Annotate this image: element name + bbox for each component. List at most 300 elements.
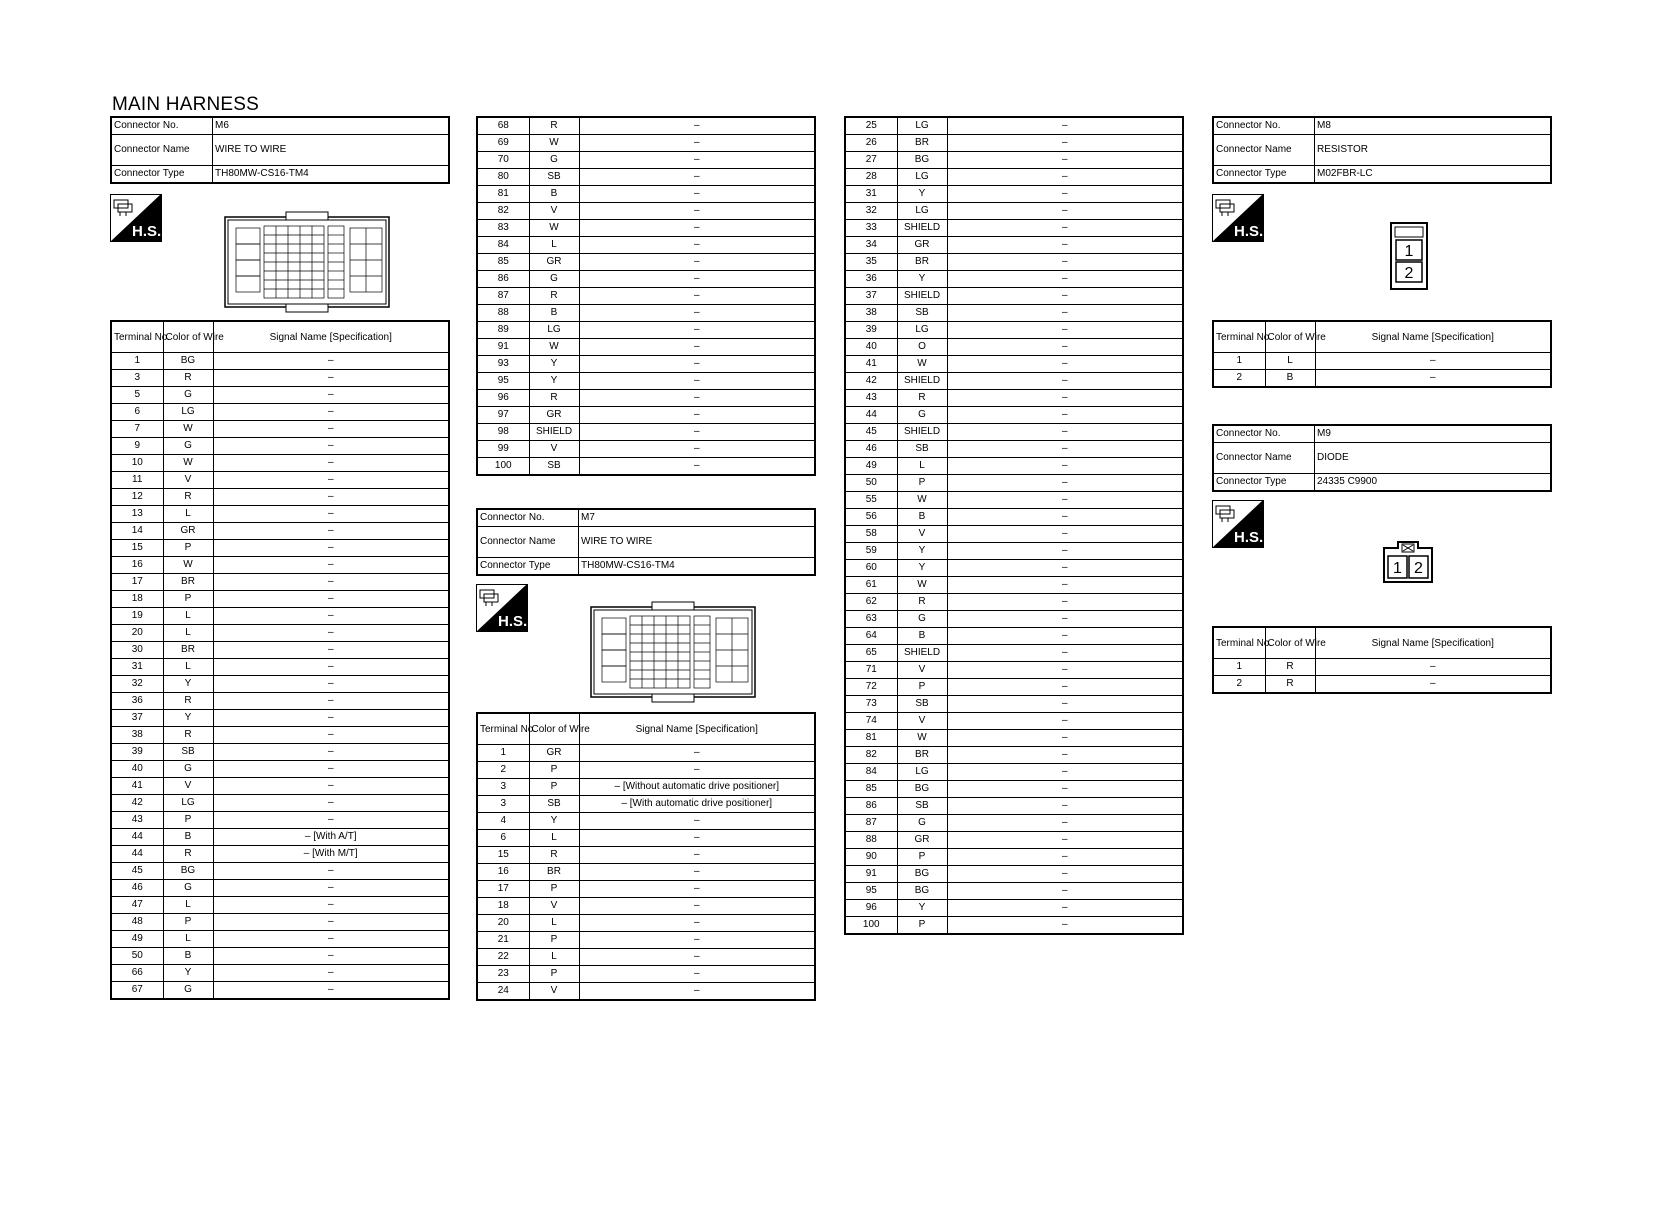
signal-name-cell: – xyxy=(579,254,815,271)
signal-name-cell: – xyxy=(213,574,449,591)
signal-name-cell: – xyxy=(947,186,1183,203)
table-row xyxy=(477,117,815,135)
connector-m7-info xyxy=(476,508,816,576)
color-of-wire-header: Color of Wire xyxy=(529,713,579,745)
terminal-no-cell: 28 xyxy=(845,169,897,186)
wire-color-cell: V xyxy=(529,898,579,915)
terminal-no-cell: 37 xyxy=(111,710,163,727)
wire-color-cell: GR xyxy=(529,745,579,762)
table-row xyxy=(845,117,1183,135)
table-row xyxy=(477,186,815,203)
signal-name-cell: – xyxy=(579,152,815,169)
connector-type-label: Connector Type xyxy=(111,166,213,184)
connector-no-value: M8 xyxy=(1315,117,1552,135)
signal-name-cell: – xyxy=(947,458,1183,475)
terminal-no-cell: 83 xyxy=(477,220,529,237)
wire-color-cell: P xyxy=(529,762,579,779)
table-row xyxy=(111,812,449,829)
table-row xyxy=(111,863,449,880)
table-row xyxy=(845,900,1183,917)
signal-name-cell: – xyxy=(579,830,815,847)
terminal-no-cell: 88 xyxy=(477,305,529,322)
signal-name-cell: – xyxy=(947,441,1183,458)
table-row xyxy=(477,915,815,932)
svg-text:1: 1 xyxy=(1404,243,1414,260)
connector-type-value: TH80MW-CS16-TM4 xyxy=(213,166,450,184)
table-row xyxy=(845,849,1183,866)
wire-color-cell: W xyxy=(529,220,579,237)
wire-color-cell: LG xyxy=(529,322,579,339)
table-row xyxy=(845,662,1183,679)
table-row xyxy=(477,220,815,237)
signal-name-cell: – xyxy=(947,611,1183,628)
wire-color-cell: L xyxy=(529,830,579,847)
wire-color-cell: W xyxy=(897,577,947,594)
signal-name-cell: – xyxy=(213,744,449,761)
wire-color-cell: R xyxy=(529,847,579,864)
wire-color-cell: SB xyxy=(529,796,579,813)
wire-color-cell: G xyxy=(529,271,579,288)
terminal-no-cell: 5 xyxy=(111,387,163,404)
connector-m8-terminal-table xyxy=(1212,320,1552,388)
svg-text:H.S.: H.S. xyxy=(1234,223,1264,240)
wire-color-cell: R xyxy=(163,489,213,506)
table-row xyxy=(845,339,1183,356)
signal-name-cell: – xyxy=(213,727,449,744)
table-row xyxy=(477,966,815,983)
terminal-no-cell: 34 xyxy=(845,237,897,254)
terminal-no-header: Terminal No. xyxy=(111,321,163,353)
signal-name-cell: – xyxy=(579,847,815,864)
wire-color-cell: B xyxy=(163,948,213,965)
signal-name-cell: – xyxy=(947,169,1183,186)
signal-name-cell: – xyxy=(579,322,815,339)
table-row xyxy=(111,846,449,863)
signal-name-cell: – [With automatic drive positioner] xyxy=(579,796,815,813)
terminal-no-cell: 4 xyxy=(477,813,529,830)
signal-name-cell: – xyxy=(579,220,815,237)
table-row xyxy=(477,407,815,424)
table-row xyxy=(845,509,1183,526)
signal-name-cell: – xyxy=(947,305,1183,322)
terminal-no-cell: 100 xyxy=(477,458,529,476)
table-row xyxy=(845,152,1183,169)
terminal-no-cell: 44 xyxy=(845,407,897,424)
terminal-no-cell: 19 xyxy=(111,608,163,625)
signal-name-cell: – xyxy=(947,764,1183,781)
wire-color-cell: L xyxy=(163,659,213,676)
table-row xyxy=(111,710,449,727)
signal-name-cell: – xyxy=(213,693,449,710)
table-row xyxy=(477,305,815,322)
table-row xyxy=(845,271,1183,288)
signal-name-cell: – xyxy=(947,288,1183,305)
table-row xyxy=(845,866,1183,883)
terminal-no-cell: 32 xyxy=(845,203,897,220)
table-row xyxy=(111,642,449,659)
terminal-no-cell: 41 xyxy=(845,356,897,373)
signal-name-cell: – xyxy=(947,781,1183,798)
wire-color-cell: L xyxy=(1265,353,1315,370)
wire-color-cell: SHIELD xyxy=(897,288,947,305)
wire-color-cell: P xyxy=(897,917,947,935)
terminal-no-cell: 60 xyxy=(845,560,897,577)
signal-name-cell: – xyxy=(947,271,1183,288)
table-row xyxy=(845,458,1183,475)
terminal-no-cell: 87 xyxy=(845,815,897,832)
connector-no-label: Connector No. xyxy=(111,117,213,135)
signal-name-cell: – xyxy=(213,948,449,965)
table-row xyxy=(111,829,449,846)
wire-color-cell: BG xyxy=(897,152,947,169)
connector-name-value: WIRE TO WIRE xyxy=(579,527,816,558)
signal-name-cell: – xyxy=(579,983,815,1001)
svg-text:2: 2 xyxy=(1414,560,1423,577)
signal-name-cell: – [With M/T] xyxy=(213,846,449,863)
table-row xyxy=(477,864,815,881)
terminal-no-cell: 15 xyxy=(111,540,163,557)
signal-name-cell: – xyxy=(579,881,815,898)
wire-color-cell: B xyxy=(529,186,579,203)
signal-name-cell: – xyxy=(947,356,1183,373)
table-row xyxy=(845,254,1183,271)
table-row xyxy=(845,543,1183,560)
table-row xyxy=(845,475,1183,492)
signal-name-cell: – xyxy=(579,186,815,203)
wire-color-cell: L xyxy=(163,897,213,914)
signal-name-cell: – xyxy=(213,761,449,778)
signal-name-cell: – xyxy=(213,387,449,404)
wire-color-cell: SB xyxy=(897,441,947,458)
terminal-no-cell: 31 xyxy=(845,186,897,203)
connector-m9-diagram xyxy=(1378,540,1438,589)
svg-text:2: 2 xyxy=(1404,265,1414,282)
terminal-no-cell: 50 xyxy=(111,948,163,965)
wire-color-cell: GR xyxy=(163,523,213,540)
signal-name-cell: – xyxy=(213,404,449,421)
signal-name-cell: – xyxy=(947,424,1183,441)
terminal-no-cell: 36 xyxy=(111,693,163,710)
table-row xyxy=(845,135,1183,152)
terminal-no-cell: 1 xyxy=(1213,353,1265,370)
terminal-no-cell: 96 xyxy=(845,900,897,917)
svg-text:H.S.: H.S. xyxy=(1234,529,1264,546)
wire-color-cell: P xyxy=(163,540,213,557)
svg-text:H.S.: H.S. xyxy=(132,223,162,240)
terminal-no-cell: 49 xyxy=(111,931,163,948)
wire-color-cell: P xyxy=(529,932,579,949)
signal-name-cell: – xyxy=(213,438,449,455)
terminal-no-cell: 85 xyxy=(845,781,897,798)
table-row xyxy=(845,577,1183,594)
table-row xyxy=(477,169,815,186)
signal-name-cell: – xyxy=(947,730,1183,747)
table-row xyxy=(111,421,449,438)
signal-name-cell: – xyxy=(947,373,1183,390)
table-row xyxy=(845,696,1183,713)
signal-name-cell: – xyxy=(579,949,815,966)
connector-no-value: M7 xyxy=(579,509,816,527)
table-row xyxy=(111,931,449,948)
terminal-no-cell: 3 xyxy=(111,370,163,387)
terminal-no-cell: 91 xyxy=(477,339,529,356)
terminal-no-cell: 95 xyxy=(845,883,897,900)
terminal-no-cell: 39 xyxy=(111,744,163,761)
terminal-no-header: Terminal No. xyxy=(1213,627,1265,659)
wire-color-cell: L xyxy=(163,608,213,625)
signal-name-cell: – xyxy=(947,832,1183,849)
signal-name-cell: – xyxy=(947,815,1183,832)
signal-name-cell: – xyxy=(213,982,449,1000)
signal-name-cell: – xyxy=(579,135,815,152)
wire-color-cell: P xyxy=(163,591,213,608)
wire-color-cell: BR xyxy=(897,135,947,152)
terminal-no-cell: 91 xyxy=(845,866,897,883)
table-row xyxy=(477,271,815,288)
signal-name-cell: – xyxy=(947,135,1183,152)
table-row xyxy=(845,628,1183,645)
signal-name-cell: – xyxy=(213,523,449,540)
terminal-no-cell: 32 xyxy=(111,676,163,693)
wire-color-cell: B xyxy=(163,829,213,846)
terminal-no-cell: 20 xyxy=(477,915,529,932)
wire-color-cell: W xyxy=(529,339,579,356)
table-row xyxy=(111,574,449,591)
connector-type-value: TH80MW-CS16-TM4 xyxy=(579,558,816,576)
wire-color-cell: G xyxy=(529,152,579,169)
signal-name-cell: – xyxy=(947,594,1183,611)
table-row xyxy=(845,322,1183,339)
signal-name-cell: – xyxy=(947,917,1183,935)
signal-name-cell: – xyxy=(947,679,1183,696)
signal-name-cell: – xyxy=(947,577,1183,594)
table-row xyxy=(845,373,1183,390)
table-row xyxy=(845,832,1183,849)
table-row xyxy=(477,237,815,254)
table-row xyxy=(111,744,449,761)
signal-name-cell: – xyxy=(213,897,449,914)
signal-name-cell: – xyxy=(579,237,815,254)
signal-name-cell: – xyxy=(947,407,1183,424)
connector-name-value: WIRE TO WIRE xyxy=(213,135,450,166)
table-row xyxy=(111,455,449,472)
terminal-no-cell: 46 xyxy=(111,880,163,897)
signal-name-cell: – xyxy=(579,305,815,322)
terminal-no-cell: 1 xyxy=(477,745,529,762)
wire-color-cell: GR xyxy=(529,407,579,424)
signal-name-cell: – xyxy=(213,557,449,574)
connector-no-value: M9 xyxy=(1315,425,1552,443)
terminal-no-cell: 68 xyxy=(477,117,529,135)
terminal-no-header: Terminal No. xyxy=(477,713,529,745)
signal-name-cell: – xyxy=(213,489,449,506)
svg-text:1: 1 xyxy=(1393,560,1402,577)
connector-type-label: Connector Type xyxy=(477,558,579,576)
table-row xyxy=(845,560,1183,577)
signal-name-cell: – xyxy=(1315,659,1551,676)
wire-color-cell: LG xyxy=(897,117,947,135)
connector-name-label: Connector Name xyxy=(1213,443,1315,474)
wire-color-cell: O xyxy=(897,339,947,356)
table-row xyxy=(845,594,1183,611)
terminal-no-cell: 70 xyxy=(477,152,529,169)
wire-color-cell: W xyxy=(897,356,947,373)
wire-color-cell: P xyxy=(529,779,579,796)
signal-name-cell: – xyxy=(947,747,1183,764)
table-row xyxy=(477,135,815,152)
wire-color-cell: P xyxy=(529,881,579,898)
terminal-no-cell: 39 xyxy=(845,322,897,339)
signal-name-cell: – xyxy=(579,932,815,949)
wire-color-cell: L xyxy=(529,949,579,966)
signal-name-cell: – xyxy=(213,863,449,880)
terminal-no-cell: 86 xyxy=(477,271,529,288)
terminal-no-cell: 67 xyxy=(111,982,163,1000)
signal-name-cell: – xyxy=(579,288,815,305)
connector-m8-info xyxy=(1212,116,1552,184)
signal-name-cell: – xyxy=(213,795,449,812)
table-row xyxy=(477,152,815,169)
signal-name-cell: – xyxy=(213,591,449,608)
table-row xyxy=(845,815,1183,832)
terminal-no-cell: 3 xyxy=(477,779,529,796)
signal-name-cell: – xyxy=(579,813,815,830)
wire-color-cell: LG xyxy=(897,203,947,220)
wire-color-cell: Y xyxy=(529,813,579,830)
terminal-no-cell: 93 xyxy=(477,356,529,373)
table-row xyxy=(111,404,449,421)
wire-color-cell: LG xyxy=(163,404,213,421)
table-row xyxy=(1213,370,1551,388)
table-row xyxy=(477,745,815,762)
terminal-no-cell: 14 xyxy=(111,523,163,540)
terminal-no-cell: 26 xyxy=(845,135,897,152)
signal-name-cell: – [With A/T] xyxy=(213,829,449,846)
table-row xyxy=(111,676,449,693)
table-row xyxy=(477,203,815,220)
table-row xyxy=(111,795,449,812)
table-row xyxy=(845,169,1183,186)
signal-name-cell: – xyxy=(1315,370,1551,388)
page-title: MAIN HARNESS xyxy=(112,94,260,115)
table-row xyxy=(845,390,1183,407)
terminal-no-cell: 9 xyxy=(111,438,163,455)
table-row xyxy=(111,353,449,370)
wire-color-cell: LG xyxy=(897,764,947,781)
table-row xyxy=(845,203,1183,220)
terminal-no-cell: 45 xyxy=(111,863,163,880)
wire-color-cell: R xyxy=(529,288,579,305)
terminal-no-cell: 37 xyxy=(845,288,897,305)
connector-no-label: Connector No. xyxy=(477,509,579,527)
terminal-no-cell: 46 xyxy=(845,441,897,458)
terminal-no-cell: 43 xyxy=(111,812,163,829)
wire-color-cell: B xyxy=(897,628,947,645)
signal-name-cell: – xyxy=(947,220,1183,237)
wire-color-cell: P xyxy=(163,914,213,931)
hs-icon xyxy=(110,194,162,242)
table-row xyxy=(845,730,1183,747)
signal-name-cell: – xyxy=(947,628,1183,645)
wire-color-cell: LG xyxy=(897,322,947,339)
signal-name-cell: – xyxy=(947,390,1183,407)
table-row xyxy=(477,779,815,796)
terminal-no-cell: 35 xyxy=(845,254,897,271)
terminal-no-cell: 18 xyxy=(111,591,163,608)
wire-color-cell: R xyxy=(163,370,213,387)
signal-name-cell: – xyxy=(947,883,1183,900)
terminal-no-cell: 17 xyxy=(477,881,529,898)
wire-color-cell: SB xyxy=(529,458,579,476)
wire-color-cell: BG xyxy=(163,863,213,880)
signal-name-header: Signal Name [Specification] xyxy=(213,321,449,353)
wire-color-cell: SB xyxy=(897,305,947,322)
wire-color-cell: SB xyxy=(897,798,947,815)
wire-color-cell: Y xyxy=(163,710,213,727)
table-row xyxy=(845,883,1183,900)
signal-name-cell: – xyxy=(579,898,815,915)
terminal-no-cell: 1 xyxy=(111,353,163,370)
signal-name-cell: – xyxy=(1315,353,1551,370)
table-row xyxy=(845,764,1183,781)
terminal-no-cell: 6 xyxy=(111,404,163,421)
terminal-no-cell: 71 xyxy=(845,662,897,679)
terminal-no-cell: 2 xyxy=(477,762,529,779)
table-row xyxy=(477,458,815,476)
wire-color-cell: BR xyxy=(897,747,947,764)
hs-icon xyxy=(1212,500,1264,548)
terminal-no-cell: 36 xyxy=(845,271,897,288)
connector-name-label: Connector Name xyxy=(111,135,213,166)
connector-name-label: Connector Name xyxy=(477,527,579,558)
table-row xyxy=(845,781,1183,798)
table-row xyxy=(477,424,815,441)
terminal-no-cell: 13 xyxy=(111,506,163,523)
wire-color-cell: G xyxy=(897,815,947,832)
wire-color-cell: G xyxy=(163,880,213,897)
signal-name-cell: – xyxy=(213,472,449,489)
terminal-no-cell: 10 xyxy=(111,455,163,472)
wire-color-cell: G xyxy=(163,387,213,404)
connector-name-value: RESISTOR xyxy=(1315,135,1552,166)
terminal-no-cell: 40 xyxy=(845,339,897,356)
terminal-no-cell: 72 xyxy=(845,679,897,696)
terminal-no-cell: 7 xyxy=(111,421,163,438)
terminal-no-cell: 31 xyxy=(111,659,163,676)
table-row xyxy=(477,762,815,779)
table-row xyxy=(111,387,449,404)
wire-color-cell: LG xyxy=(163,795,213,812)
connector-no-label: Connector No. xyxy=(1213,117,1315,135)
wire-color-cell: R xyxy=(163,727,213,744)
connector-m9-terminal-table xyxy=(1212,626,1552,694)
terminal-no-cell: 61 xyxy=(845,577,897,594)
connector-m6-diagram xyxy=(224,212,390,317)
terminal-no-cell: 95 xyxy=(477,373,529,390)
signal-name-cell: – xyxy=(947,798,1183,815)
signal-name-cell: – xyxy=(213,914,449,931)
table-row xyxy=(845,526,1183,543)
connector-m7-terminal-table-a xyxy=(476,712,816,1001)
terminal-no-cell: 6 xyxy=(477,830,529,847)
wire-color-cell: V xyxy=(897,713,947,730)
table-row xyxy=(111,506,449,523)
wire-color-cell: R xyxy=(897,390,947,407)
table-row xyxy=(111,523,449,540)
wire-color-cell: SB xyxy=(163,744,213,761)
terminal-no-cell: 45 xyxy=(845,424,897,441)
terminal-no-cell: 44 xyxy=(111,846,163,863)
